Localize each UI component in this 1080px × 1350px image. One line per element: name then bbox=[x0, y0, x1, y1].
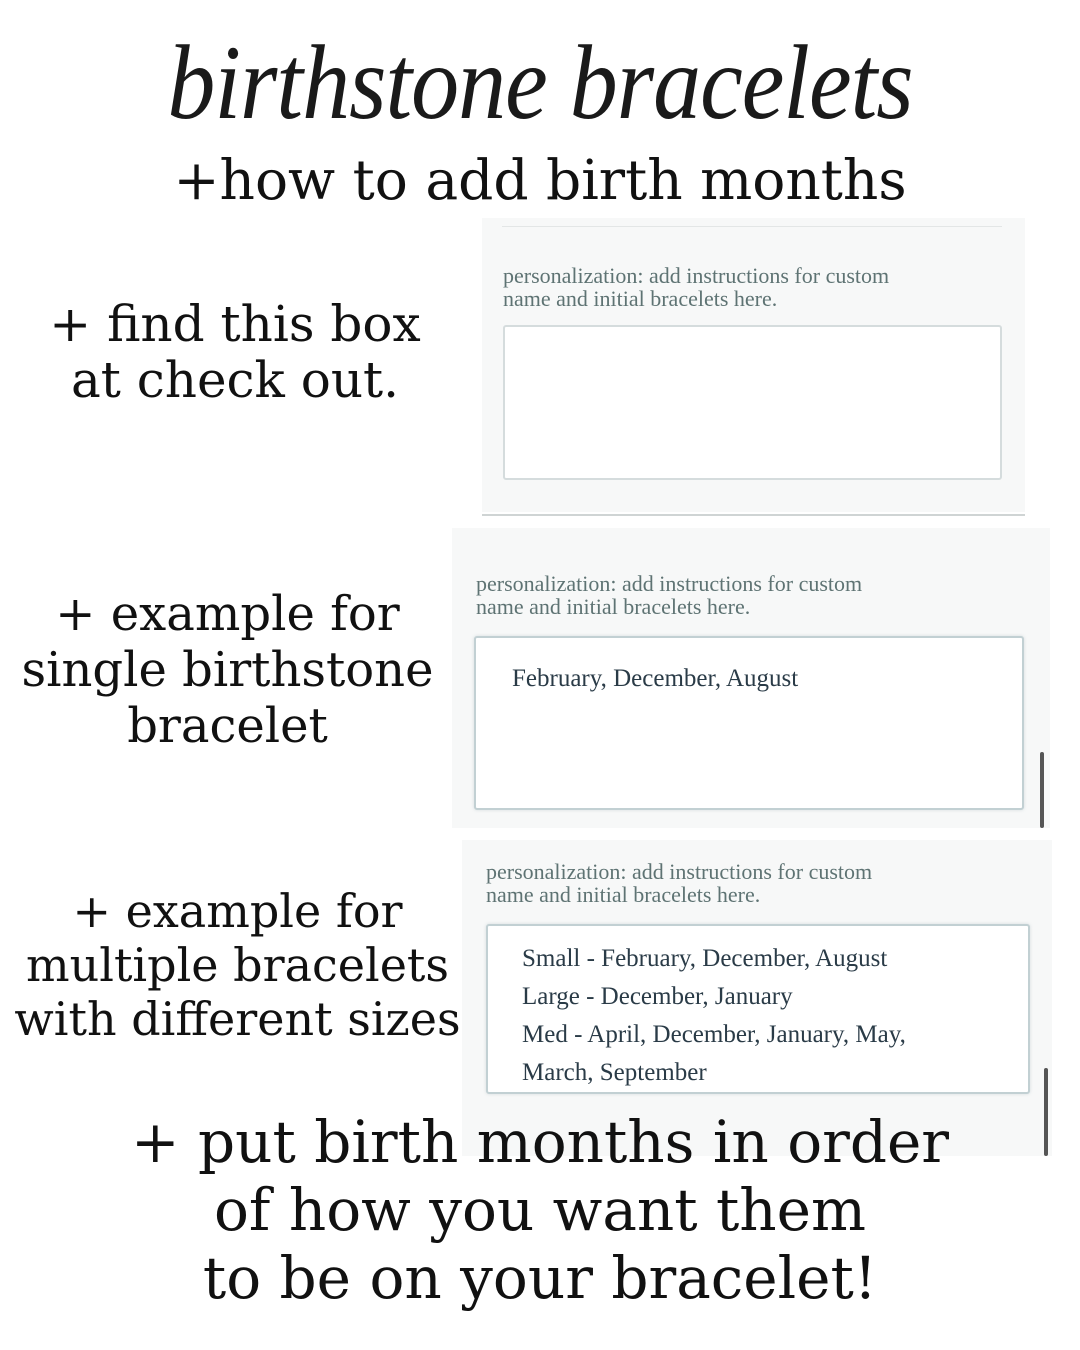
step-line: + example for bbox=[72, 884, 403, 938]
subtitle: +how to add birth months bbox=[173, 148, 907, 212]
footer-line: to be on your bracelet! bbox=[202, 1244, 878, 1312]
footer-line: + put birth months in order bbox=[130, 1108, 950, 1176]
step-find-box bbox=[0, 296, 470, 408]
personalization-input[interactable] bbox=[474, 636, 1024, 810]
step-line: bracelet bbox=[127, 698, 328, 754]
footer-instruction bbox=[0, 1108, 1080, 1312]
personalization-label: personalization: add instructions for custom name and initial bracelets here. bbox=[503, 263, 890, 311]
personalization-label: personalization: add instructions for custom name and initial bracelets here. bbox=[476, 571, 863, 619]
step-line: at check out. bbox=[70, 351, 400, 409]
step-single-example bbox=[0, 586, 455, 754]
step-line: multiple bracelets bbox=[25, 938, 450, 992]
step-multiple-example bbox=[0, 884, 475, 1046]
personalization-panel bbox=[482, 218, 1025, 512]
personalization-input[interactable] bbox=[503, 325, 1002, 480]
footer-line: of how you want them bbox=[214, 1176, 866, 1244]
script-title: birthstone bracelets bbox=[167, 23, 913, 142]
step-line: + find this box bbox=[49, 295, 421, 353]
step-line: with different sizes bbox=[14, 992, 461, 1046]
step-line: + example for bbox=[55, 586, 400, 642]
personalization-input[interactable] bbox=[486, 924, 1030, 1094]
scrollbar[interactable] bbox=[1040, 752, 1044, 828]
personalization-label: personalization: add instructions for custom name and initial bracelets here. bbox=[486, 859, 873, 907]
personalization-value: February, December, August bbox=[512, 665, 799, 692]
step-line: single birthstone bbox=[21, 642, 434, 698]
personalization-panel bbox=[452, 528, 1050, 828]
personalization-value: Small - February, December, August Large - December, January Med - April, December, January, May, March, September bbox=[522, 945, 906, 1086]
